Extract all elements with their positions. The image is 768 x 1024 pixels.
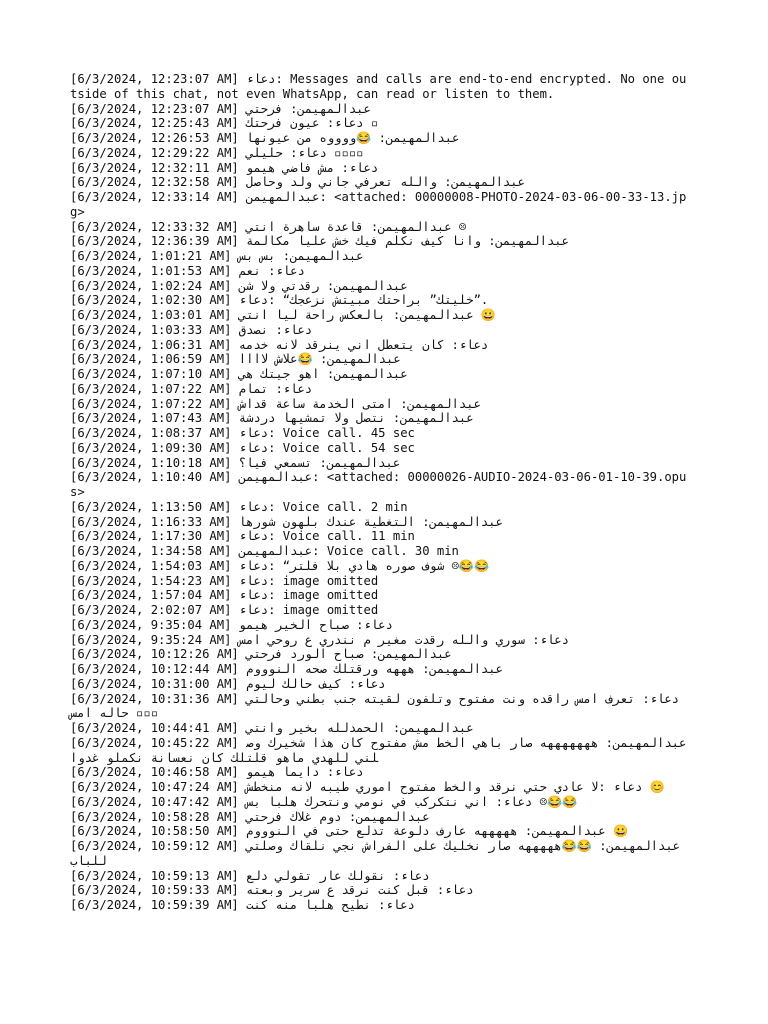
chat-line: [6/3/2024, 12:26:53 AM] عبدالمهيمن: 😂ووووه من عيونها (70, 131, 460, 145)
chat-line: [6/3/2024, 1:02:30 AM] دعاء: ‎“خليتك” براحتك مبيتش نزعجك‎”. (70, 293, 489, 308)
chat-line: [6/3/2024, 1:57:04 AM] دعاء: image omitted (70, 588, 379, 603)
chat-export-log (70, 72, 690, 913)
chat-line: [6/3/2024, 10:12:44 AM] عبدالمهيمن: هههه ورقتلك صحه النوووم (70, 662, 503, 676)
chat-line: [6/3/2024, 1:03:33 AM] دعاء: نصدق (70, 322, 313, 337)
chat-line: [6/3/2024, 12:29:22 AM] دعاء: حليلي ▫▫▫▫ (70, 145, 364, 160)
chat-line: [6/3/2024, 10:59:13 AM] دعاء: نقولك عار تقولي دلع (70, 868, 430, 883)
chat-line: [6/3/2024, 10:31:36 AM] دعاء: تعرف امس راقده ونت مفتوح وتلفون لقيته جنب بطني وحالتي ▫▫▫ حاله امس (70, 691, 687, 721)
chat-line: [6/3/2024, 10:59:33 AM] دعاء: قبل كنت نرقد ع سرير وبعته (70, 883, 474, 898)
chat-line: [6/3/2024, 10:47:42 AM] دعاء: اني نتكركب في نومي ونتحرك هلبا بس ☹😂😂 (70, 794, 578, 809)
chat-line: [6/3/2024, 12:32:11 AM] دعاء: مش فاضي هيمو (70, 160, 379, 175)
chat-line: [6/3/2024, 1:01:21 AM] عبدالمهيمن: بس بس (70, 249, 364, 263)
chat-line: [6/3/2024, 1:10:40 AM] عبدالمهيمن: <attached: 00000026-AUDIO-2024-03-06-01-10-39.opus> (70, 470, 687, 499)
chat-line: [6/3/2024, 12:25:43 AM] دعاء: عيون فرحتك ▫ (70, 116, 379, 131)
chat-line: [6/3/2024, 12:33:14 AM] عبدالمهيمن: <attached: 00000008-PHOTO-2024-03-06-00-33-13.jpg> (70, 190, 687, 219)
chat-line: [6/3/2024, 1:07:22 AM] دعاء: تمام (70, 381, 313, 396)
chat-line: [6/3/2024, 10:58:28 AM] عبدالمهيمن: دوم غلاك فرحتي (70, 809, 430, 824)
chat-line: [6/3/2024, 10:59:39 AM] دعاء: نطيح هلبا منه كنت (70, 898, 415, 912)
chat-line: [6/3/2024, 12:32:58 AM] عبدالمهيمن: والله تعرفي جاني ولد وحاصل (70, 175, 525, 190)
chat-line: [6/3/2024, 9:35:04 AM] دعاء: صباح الخير هيمو (70, 617, 393, 632)
chat-line: [6/3/2024, 1:16:33 AM] عبدالمهيمن: التغطية عندك بلهون شورها (70, 514, 503, 529)
chat-line: [6/3/2024, 9:35:24 AM] دعاء: سوري والله رقدت مغير م نندري ع روحي امس (70, 632, 569, 647)
chat-line: [6/3/2024, 1:10:18 AM] عبدالمهيمن: تسمعي فيا؟ (70, 455, 401, 470)
chat-line: [6/3/2024, 1:07:22 AM] عبدالمهيمن: امتى الخدمة ساعة قداش (70, 396, 481, 411)
chat-line: [6/3/2024, 1:13:50 AM] دعاء: Voice call. 2 min (70, 499, 408, 514)
chat-line: [6/3/2024, 1:01:53 AM] دعاء: نعم (70, 263, 305, 278)
chat-line: [6/3/2024, 1:02:24 AM] عبدالمهيمن: رقدتي ولا شن (70, 278, 408, 293)
chat-line: [6/3/2024, 1:09:30 AM] دعاء: Voice call. 54 sec (70, 440, 415, 455)
chat-line: [6/3/2024, 1:08:37 AM] دعاء: Voice call. 45 sec (70, 426, 415, 440)
chat-line: [6/3/2024, 1:03:01 AM] عبدالمهيمن: بالعكس راحة ليا انتي 😀 (70, 308, 497, 322)
chat-line: [6/3/2024, 10:12:26 AM] عبدالمهيمن: صباح الورد فرحتي (70, 647, 452, 662)
chat-line: [6/3/2024, 12:36:39 AM] عبدالمهيمن: وانا كيف نكلم فيك خش عليا مكالمة (70, 234, 569, 249)
chat-line: [6/3/2024, 2:02:07 AM] دعاء: image omitted (70, 603, 379, 617)
chat-line: [6/3/2024, 12:23:07 AM] دعاء: Messages and calls are end-to-end encrypted. No one outside of this chat, not even WhatsApp, can read or listen to them. (70, 72, 687, 101)
chat-line: [6/3/2024, 1:06:31 AM] دعاء: كان يتعطل اني ينرقد لانه خدمه (70, 337, 489, 352)
chat-line: [6/3/2024, 12:23:07 AM] عبدالمهيمن: فرحتي (70, 101, 371, 116)
chat-line: [6/3/2024, 1:54:23 AM] دعاء: image omitted (70, 573, 379, 588)
chat-line: [6/3/2024, 10:31:00 AM] دعاء: كيف حالك ليوم (70, 676, 386, 691)
chat-line: [6/3/2024, 10:45:22 AM] عبدالمهيمن: هههههههه صار باهي الخط مش مفتوح كان هذا شخيرك وصلني للهدي ماهو قلتلك كان نعسانة نكملو غدوا (70, 735, 687, 765)
chat-line: [6/3/2024, 10:59:12 AM] عبدالمهيمن: 😂😂هههههه صار نخليك على الفراش نجي نلقاك وصلتي للباب (70, 839, 688, 868)
chat-line: [6/3/2024, 10:47:24 AM] دعاء :لا عادي حتي نرقد والخط مفتوح اموري طيبه لانه منخطش 😊 (70, 780, 665, 794)
chat-line: [6/3/2024, 1:34:58 AM] عبدالمهيمن: Voice call. 30 min (70, 544, 459, 558)
chat-line: [6/3/2024, 10:46:58 AM] دعاء: دايما هيمو (70, 765, 364, 780)
chat-line: [6/3/2024, 1:54:03 AM] دعاء: ‎“شوف صوره هادي بلا فلتر ☹😂😂 (70, 558, 490, 573)
chat-line: [6/3/2024, 10:58:50 AM] عبدالمهيمن: هههههه عارف دلوعة تدلع حتى في النوووم 😀 (70, 824, 629, 839)
chat-line: [6/3/2024, 1:07:10 AM] عبدالمهيمن: اهو جيتك هي (70, 367, 408, 381)
chat-line: [6/3/2024, 1:07:43 AM] عبدالمهيمن: نتصل ولا تمشيها دردشة (70, 411, 474, 426)
chat-line: [6/3/2024, 1:06:59 AM] عبدالمهيمن: 😂علاش لاااا (70, 352, 401, 367)
chat-line: [6/3/2024, 1:17:30 AM] دعاء: Voice call. 11 min (70, 529, 415, 544)
chat-line: [6/3/2024, 10:44:41 AM] عبدالمهيمن: الحمدلله بخير وانتي (70, 721, 474, 735)
chat-line: [6/3/2024, 12:33:32 AM] عبدالمهيمن: قاعدة ساهرة انتي ☹ (70, 219, 467, 234)
